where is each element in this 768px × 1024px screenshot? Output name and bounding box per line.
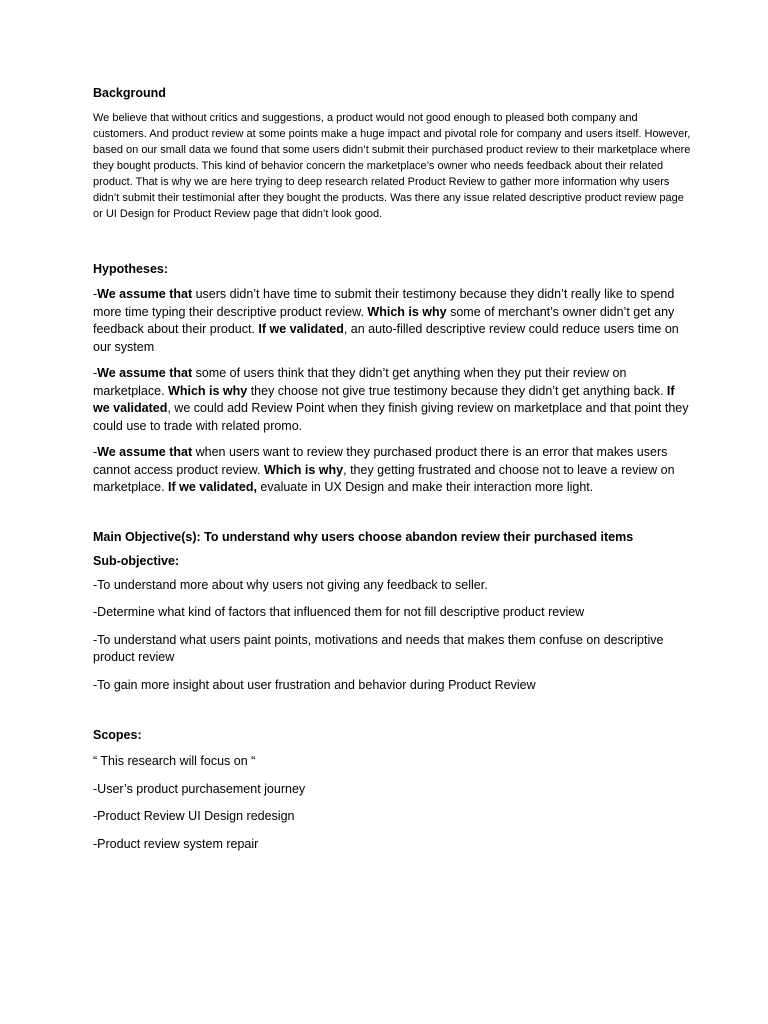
- if-validated-label: If we validated,: [168, 480, 257, 494]
- sub-objective-item: -To understand what users paint points, motivations and needs that makes them confuse on descriptive product review: [93, 632, 664, 664]
- sub-objective-item: -To understand more about why users not giving any feedback to seller.: [93, 577, 488, 592]
- hypothesis-3: -We assume that when users want to review they purchased product there is an error that makes users cannot access product review. Which is why, they getting frustrated and choose not to leave a review on marketplace. If we validated, evaluate in UX Design and make their interaction more light.: [93, 445, 675, 494]
- assume-label: We assume that: [97, 445, 193, 459]
- hypotheses-heading: Hypotheses:: [93, 262, 169, 276]
- sub-objective-heading: Sub-objective:: [93, 553, 180, 568]
- assume-label: We assume that: [97, 287, 193, 301]
- sub-objective-item: -To gain more insight about user frustration and behavior during Product Review: [93, 677, 536, 692]
- background-paragraph: We believe that without critics and suggestions, a product would not good enough to pleased both company and customers. And product review at some points make a huge impact and pivotal role for company and users itself. However, based on our small data we found that some users didn’t submit their purchased product review to their marketplace where they bought products. This kind of behavior concern the marketplace’s owner who needs feedback about their related product. That is why we are here trying to deep research related Product Review to gather more information why users didn’t submit their testimonial after they bought the products. Was there any issue related descriptive product review page or UI Design for Product Review page that didn’t look good.: [93, 112, 691, 220]
- which-is-why-label: Which is why: [168, 383, 248, 398]
- document-body: [93, 86, 693, 863]
- scope-item: -Product Review UI Design redesign: [93, 809, 295, 823]
- hypothesis-2: -We assume that some of users think that they didn’t get anything when they put their review on marketplace. Which is why they choose not give true testimony because they didn’t get anything back. If we validated, we could add Review Point when they finish giving review on marketplace and that point they could use to trade with related promo.: [93, 366, 689, 433]
- sub-objective-item: -Determine what kind of factors that influenced them for not fill descriptive product review: [93, 605, 585, 619]
- scope-item: -Product review system repair: [93, 836, 259, 851]
- if-validated-label: If we validated: [93, 383, 675, 415]
- which-is-why-label: Which is why: [263, 462, 344, 477]
- which-is-why-label: Which is why: [367, 304, 447, 319]
- if-validated-label: If we validated: [258, 322, 344, 336]
- hypothesis-1: -We assume that users didn’t have time to submit their testimony because they didn’t really like to spend more time typing their descriptive product review. Which is why some of merchant’s owner didn’t get any feedback about their product. If we validated, an auto-filled descriptive review could reduce users time on our system: [93, 287, 679, 354]
- main-objective-heading: Main Objective(s): To understand why users choose abandon review their purchased items: [93, 529, 634, 544]
- assume-label: We assume that: [97, 366, 193, 380]
- scopes-intro: “ This research will focus on “: [93, 754, 256, 768]
- scopes-heading: Scopes:: [93, 728, 142, 742]
- background-heading: Background: [93, 86, 166, 100]
- scope-item: -User’s product purchasement journey: [93, 781, 306, 796]
